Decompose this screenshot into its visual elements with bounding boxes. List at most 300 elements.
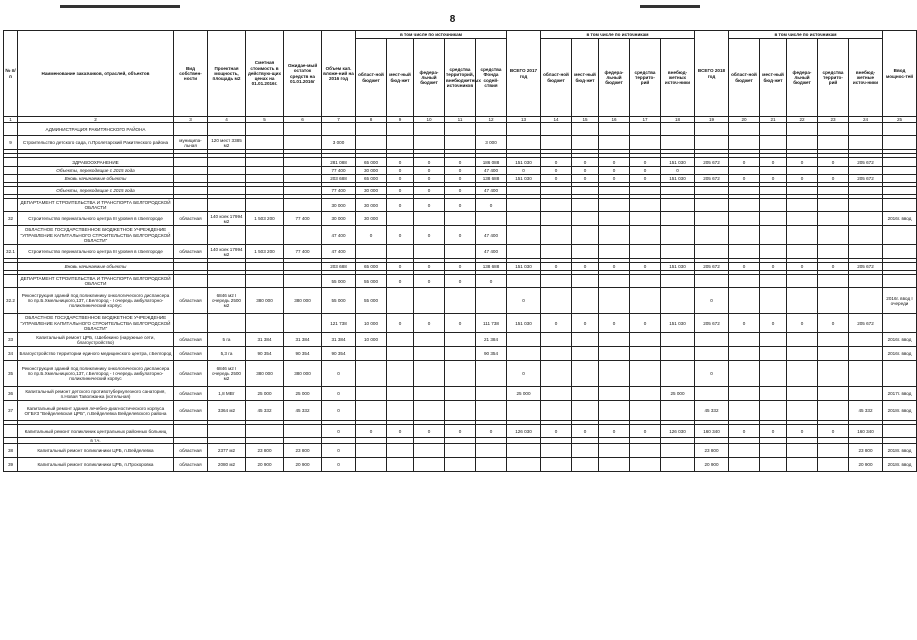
header-remainder: Ожидае-мый остаток средств на 01.01.2016г — [284, 31, 322, 117]
cell-col-13 — [507, 245, 541, 259]
cell-col-11: 0 — [445, 263, 476, 271]
cell-col-1 — [4, 123, 18, 136]
cell-col-13 — [507, 333, 541, 347]
cell-col-13 — [507, 212, 541, 226]
cell-col-21 — [760, 226, 787, 245]
cell-col-25 — [883, 167, 917, 175]
column-number: 7 — [322, 117, 356, 123]
cell-col-2: Объекты, переходящие с 2015 года — [18, 187, 174, 195]
header-group-2018: в том числе по источникам — [729, 31, 883, 39]
cell-col-23 — [818, 333, 849, 347]
cell-col-22: 0 — [787, 175, 818, 183]
cell-col-6 — [284, 275, 322, 288]
cell-col-9: 0 — [387, 158, 414, 167]
cell-col-25: 2016г. ввод — [883, 347, 917, 361]
cell-col-1 — [4, 199, 18, 212]
column-number: 23 — [818, 117, 849, 123]
cell-col-3 — [174, 263, 208, 271]
cell-col-18: 151 030 — [661, 263, 695, 271]
cell-col-5 — [246, 199, 284, 212]
cell-col-11 — [445, 444, 476, 458]
cell-col-4: 5,3 га — [208, 347, 246, 361]
cell-col-22: 0 — [787, 263, 818, 271]
cell-col-21 — [760, 401, 787, 421]
column-number: 8 — [356, 117, 387, 123]
cell-col-14 — [541, 136, 572, 150]
cell-col-21: 0 — [760, 314, 787, 333]
cell-col-11: 0 — [445, 199, 476, 212]
cell-col-4 — [208, 226, 246, 245]
header-2018-local: мест-ный бюд-жет — [760, 39, 787, 117]
cell-col-19 — [695, 212, 729, 226]
cell-col-21 — [760, 123, 787, 136]
header-total-2017: ВСЕГО 2017 год — [507, 31, 541, 117]
cell-col-7: 0 — [322, 444, 356, 458]
cell-col-17 — [630, 187, 661, 195]
cell-col-19: 23 800 — [695, 444, 729, 458]
cell-col-20 — [729, 458, 760, 472]
cell-col-10 — [414, 401, 445, 421]
cell-col-14 — [541, 361, 572, 387]
cell-col-9: 0 — [387, 199, 414, 212]
cell-col-19: 205 672 — [695, 263, 729, 271]
cell-col-22 — [787, 401, 818, 421]
cell-col-1 — [4, 158, 18, 167]
cell-col-22 — [787, 275, 818, 288]
cell-col-14 — [541, 187, 572, 195]
cell-col-19: 20 900 — [695, 458, 729, 472]
cell-col-2: Строительство перинатального центра III уровня в г.Белгороде — [18, 245, 174, 259]
cell-col-11 — [445, 212, 476, 226]
cell-col-12: 111 738 — [476, 314, 507, 333]
cell-col-20 — [729, 136, 760, 150]
cell-col-7: 121 738 — [322, 314, 356, 333]
cell-col-6 — [284, 167, 322, 175]
cell-col-25 — [883, 314, 917, 333]
summary-row — [4, 314, 917, 333]
cell-col-14 — [541, 123, 572, 136]
cell-col-22: 0 — [787, 425, 818, 438]
cell-col-17 — [630, 226, 661, 245]
cell-col-25: 2016г. ввод — [883, 333, 917, 347]
cell-col-23 — [818, 136, 849, 150]
cell-col-1: 33 — [4, 333, 18, 347]
cell-col-24: 205 672 — [849, 314, 883, 333]
cell-col-2: Строительство детского сада, п.Пролетарский Ракитянского района — [18, 136, 174, 150]
cell-col-10: 0 — [414, 226, 445, 245]
header-2016-territory: средства территорий, внебюджетных источников — [445, 39, 476, 117]
cell-col-11 — [445, 288, 476, 314]
cell-col-24 — [849, 187, 883, 195]
cell-col-4 — [208, 167, 246, 175]
cell-col-19: 205 672 — [695, 314, 729, 333]
cell-col-2: Благоустройство территории единого медицинского центра, г.Белгород — [18, 347, 174, 361]
cell-col-8 — [356, 387, 387, 401]
cell-col-9: 0 — [387, 314, 414, 333]
cell-col-24 — [849, 226, 883, 245]
cell-col-13 — [507, 136, 541, 150]
cell-col-16 — [599, 212, 630, 226]
cell-col-19 — [695, 123, 729, 136]
cell-col-17: 0 — [630, 167, 661, 175]
column-number: 11 — [445, 117, 476, 123]
cell-col-18: 151 030 — [661, 314, 695, 333]
cell-col-15 — [572, 199, 599, 212]
cell-col-11 — [445, 387, 476, 401]
header-total-2018: ВСЕГО 2018 год — [695, 31, 729, 117]
cell-col-22 — [787, 212, 818, 226]
cell-col-3 — [174, 158, 208, 167]
cell-col-5: 23 800 — [246, 444, 284, 458]
cell-col-6 — [284, 314, 322, 333]
cell-col-6 — [284, 263, 322, 271]
cell-col-11 — [445, 361, 476, 387]
cell-col-18 — [661, 187, 695, 195]
cell-col-7: 0 — [322, 425, 356, 438]
cell-col-6: 45 332 — [284, 401, 322, 421]
cell-col-19 — [695, 333, 729, 347]
cell-col-14 — [541, 245, 572, 259]
cell-col-25: 2017г. ввод — [883, 387, 917, 401]
cell-col-8: 55 000 — [356, 275, 387, 288]
header-2017-territory: средства террито-рий — [630, 39, 661, 117]
cell-col-17 — [630, 123, 661, 136]
cell-col-24: 20 900 — [849, 458, 883, 472]
investment-table — [3, 30, 917, 472]
cell-col-10 — [414, 387, 445, 401]
cell-col-12: 138 688 — [476, 263, 507, 271]
column-number: 19 — [695, 117, 729, 123]
cell-col-8: 55 000 — [356, 288, 387, 314]
cell-col-12: 47 400 — [476, 226, 507, 245]
cell-col-5 — [246, 136, 284, 150]
header-volume-2016: Объем кап. вложе-ний на 2016 год — [322, 31, 356, 117]
column-number: 1 — [4, 117, 18, 123]
cell-col-5 — [246, 226, 284, 245]
cell-col-17 — [630, 245, 661, 259]
summary-row — [4, 123, 917, 136]
cell-col-16 — [599, 187, 630, 195]
cell-col-15: 0 — [572, 425, 599, 438]
cell-col-19 — [695, 347, 729, 361]
cell-col-5: 380 000 — [246, 361, 284, 387]
cell-col-10 — [414, 361, 445, 387]
cell-col-9 — [387, 136, 414, 150]
cell-col-2: Вновь начинаемые объекты — [18, 175, 174, 183]
cell-col-10 — [414, 212, 445, 226]
cell-col-4: 2080 м2 — [208, 458, 246, 472]
cell-col-13: 151 030 — [507, 158, 541, 167]
cell-col-16 — [599, 226, 630, 245]
cell-col-7: 203 688 — [322, 263, 356, 271]
cell-col-22 — [787, 333, 818, 347]
cell-col-20 — [729, 333, 760, 347]
column-number: 4 — [208, 117, 246, 123]
cell-col-16: 0 — [599, 158, 630, 167]
header-2017-local: мест-ный бюд-жет — [572, 39, 599, 117]
cell-col-21: 0 — [760, 263, 787, 271]
cell-col-18 — [661, 226, 695, 245]
cell-col-3 — [174, 275, 208, 288]
cell-col-3: областная — [174, 444, 208, 458]
cell-col-20: 0 — [729, 158, 760, 167]
cell-col-5 — [246, 263, 284, 271]
column-number: 6 — [284, 117, 322, 123]
summary-row — [4, 275, 917, 288]
header-group-2017: в том числе по источникам — [541, 31, 695, 39]
cell-col-7: 0 — [322, 458, 356, 472]
object-row — [4, 136, 917, 150]
cell-col-1: 9 — [4, 136, 18, 150]
cell-col-23 — [818, 444, 849, 458]
cell-col-24 — [849, 361, 883, 387]
cell-col-19: 160 340 — [695, 425, 729, 438]
cell-col-20: 0 — [729, 425, 760, 438]
cell-col-4 — [208, 175, 246, 183]
cell-col-5: 380 000 — [246, 288, 284, 314]
cell-col-3: областная — [174, 347, 208, 361]
cell-col-21 — [760, 444, 787, 458]
cell-col-19 — [695, 245, 729, 259]
cell-col-10: 0 — [414, 425, 445, 438]
cell-col-14: 0 — [541, 425, 572, 438]
cell-col-11 — [445, 123, 476, 136]
cell-col-18: 0 — [661, 167, 695, 175]
cell-col-14: 0 — [541, 167, 572, 175]
cell-col-9 — [387, 333, 414, 347]
cell-col-11 — [445, 136, 476, 150]
cell-col-4: 1,8 МВт — [208, 387, 246, 401]
cell-col-25 — [883, 175, 917, 183]
cell-col-3 — [174, 167, 208, 175]
cell-col-3: областная — [174, 288, 208, 314]
object-row — [4, 333, 917, 347]
cell-col-2: ЗДРАВООХРАНЕНИЕ — [18, 158, 174, 167]
header-ownership: Вид собствен-ности — [174, 31, 208, 117]
cell-col-3 — [174, 187, 208, 195]
cell-col-8 — [356, 401, 387, 421]
cell-col-8 — [356, 245, 387, 259]
cell-col-9: 0 — [387, 187, 414, 195]
cell-col-12: 21 384 — [476, 333, 507, 347]
cell-col-9 — [387, 401, 414, 421]
cell-col-9: 0 — [387, 167, 414, 175]
cell-col-25 — [883, 199, 917, 212]
cell-col-11: 0 — [445, 275, 476, 288]
cell-col-18 — [661, 199, 695, 212]
cell-col-6 — [284, 136, 322, 150]
cell-col-20 — [729, 167, 760, 175]
cell-col-11: 0 — [445, 175, 476, 183]
object-row — [4, 387, 917, 401]
cell-col-21 — [760, 245, 787, 259]
column-number: 10 — [414, 117, 445, 123]
cell-col-22 — [787, 167, 818, 175]
cell-col-22 — [787, 387, 818, 401]
header-2016-local: мест-ный бюд-жет — [387, 39, 414, 117]
cell-col-2: Реконструкция зданий под поликлинику онкологического диспансера по пр.Б.Хмельницкого,137, г.Белгород - I очередь амбулаторно-поликлинический корпус — [18, 288, 174, 314]
cell-col-23 — [818, 245, 849, 259]
cell-col-7: 3 000 — [322, 136, 356, 150]
cell-col-18 — [661, 212, 695, 226]
cell-col-1: 32.1 — [4, 245, 18, 259]
cell-col-25: 2018г. ввод — [883, 458, 917, 472]
cell-col-20 — [729, 187, 760, 195]
cell-col-22 — [787, 288, 818, 314]
cell-col-13: 0 — [507, 167, 541, 175]
cell-col-9 — [387, 387, 414, 401]
cell-col-15: 0 — [572, 263, 599, 271]
summary-row — [4, 158, 917, 167]
cell-col-17 — [630, 458, 661, 472]
cell-col-5 — [246, 175, 284, 183]
cell-col-12 — [476, 401, 507, 421]
summary-row — [4, 226, 917, 245]
cell-col-21 — [760, 136, 787, 150]
cell-col-7: 47 400 — [322, 226, 356, 245]
cell-col-23 — [818, 275, 849, 288]
cell-col-1 — [4, 263, 18, 271]
cell-col-3 — [174, 425, 208, 438]
cell-col-17 — [630, 136, 661, 150]
cell-col-6 — [284, 226, 322, 245]
cell-col-8: 30 000 — [356, 199, 387, 212]
cell-col-21 — [760, 288, 787, 314]
summary-row — [4, 167, 917, 175]
cell-col-24 — [849, 212, 883, 226]
cell-col-9: 0 — [387, 226, 414, 245]
cell-col-16 — [599, 245, 630, 259]
cell-col-4 — [208, 263, 246, 271]
cell-col-16 — [599, 136, 630, 150]
cell-col-20 — [729, 387, 760, 401]
cell-col-24 — [849, 387, 883, 401]
cell-col-16 — [599, 347, 630, 361]
cell-col-10 — [414, 123, 445, 136]
cell-col-8: 65 000 — [356, 263, 387, 271]
cell-col-1 — [4, 167, 18, 175]
cell-col-21 — [760, 212, 787, 226]
cell-col-5: 90 354 — [246, 347, 284, 361]
cell-col-5 — [246, 123, 284, 136]
cell-col-19 — [695, 226, 729, 245]
cell-col-18 — [661, 245, 695, 259]
cell-col-3: областная — [174, 401, 208, 421]
cell-col-19 — [695, 136, 729, 150]
cell-col-14 — [541, 333, 572, 347]
cell-col-7: 30 000 — [322, 212, 356, 226]
cell-col-7: 77 400 — [322, 167, 356, 175]
cell-col-8 — [356, 123, 387, 136]
cell-col-19: 45 332 — [695, 401, 729, 421]
column-number: 13 — [507, 117, 541, 123]
cell-col-23 — [818, 212, 849, 226]
cell-col-18 — [661, 458, 695, 472]
cell-col-25 — [883, 275, 917, 288]
cell-col-6 — [284, 199, 322, 212]
header-2016-federal: федера-льный бюджет — [414, 39, 445, 117]
cell-col-15 — [572, 444, 599, 458]
cell-col-24 — [849, 199, 883, 212]
cell-col-14 — [541, 387, 572, 401]
cell-col-2: Строительство перинатального центра III уровня в г.Белгороде — [18, 212, 174, 226]
cell-col-25: 2018г. ввод — [883, 444, 917, 458]
cell-col-16 — [599, 361, 630, 387]
cell-col-25: 2016г. ввод — [883, 212, 917, 226]
cell-col-4 — [208, 275, 246, 288]
cell-col-2: Капитальный ремонт ЦРБ, г.Шебекино (наружные сети, благоустройство) — [18, 333, 174, 347]
cell-col-2: ДЕПАРТАМЕНТ СТРОИТЕЛЬСТВА И ТРАНСПОРТА БЕЛГОРОДСКОЙ ОБЛАСТИ — [18, 199, 174, 212]
cell-col-18 — [661, 333, 695, 347]
cell-col-5: 31 384 — [246, 333, 284, 347]
cell-col-10: 0 — [414, 314, 445, 333]
cell-col-2: ДЕПАРТАМЕНТ СТРОИТЕЛЬСТВА И ТРАНСПОРТА БЕЛГОРОДСКОЙ ОБЛАСТИ — [18, 275, 174, 288]
cell-col-4: 6846 м2 I очередь 2500 м2 — [208, 288, 246, 314]
cell-col-4 — [208, 123, 246, 136]
cell-col-6: 25 000 — [284, 387, 322, 401]
cell-col-9: 0 — [387, 263, 414, 271]
cell-col-5: 45 332 — [246, 401, 284, 421]
cell-col-7: 281 088 — [322, 158, 356, 167]
cell-col-23 — [818, 123, 849, 136]
cell-col-10 — [414, 333, 445, 347]
cell-col-21 — [760, 387, 787, 401]
cell-col-23 — [818, 226, 849, 245]
cell-col-14 — [541, 458, 572, 472]
cell-col-23: 0 — [818, 158, 849, 167]
cell-col-18: 126 030 — [661, 425, 695, 438]
cell-col-21 — [760, 275, 787, 288]
cell-col-12: 0 — [476, 199, 507, 212]
cell-col-1: 32 — [4, 212, 18, 226]
scan-edge-mark — [640, 5, 700, 8]
cell-col-21 — [760, 347, 787, 361]
cell-col-8: 10 000 — [356, 314, 387, 333]
cell-col-14 — [541, 212, 572, 226]
cell-col-21: 0 — [760, 175, 787, 183]
cell-col-19: 0 — [695, 288, 729, 314]
cell-col-5: 20 900 — [246, 458, 284, 472]
cell-col-12: 3 000 — [476, 136, 507, 150]
cell-col-22 — [787, 361, 818, 387]
cell-col-14: 0 — [541, 158, 572, 167]
cell-col-25 — [883, 136, 917, 150]
cell-col-8: 30 000 — [356, 167, 387, 175]
cell-col-5 — [246, 158, 284, 167]
cell-col-23: 0 — [818, 263, 849, 271]
cell-col-8: 10 000 — [356, 333, 387, 347]
cell-col-4 — [208, 199, 246, 212]
cell-col-16 — [599, 123, 630, 136]
cell-col-8: 65 000 — [356, 158, 387, 167]
cell-col-20: 0 — [729, 314, 760, 333]
cell-col-2: Реконструкция зданий под поликлинику онкологического диспансера по пр.Б.Хмельницкого,137, г.Белгород - I очередь амбулаторно-поликлинический корпус — [18, 361, 174, 387]
header-cost: Сметная стоимость в действую-щих ценах на 01.01.2016г. — [246, 31, 284, 117]
cell-col-22 — [787, 444, 818, 458]
page-number: 8 — [449, 14, 456, 25]
cell-col-16 — [599, 288, 630, 314]
cell-col-15: 0 — [572, 175, 599, 183]
cell-col-19 — [695, 387, 729, 401]
cell-col-12 — [476, 458, 507, 472]
cell-col-20 — [729, 401, 760, 421]
cell-col-3: областная — [174, 458, 208, 472]
cell-col-1 — [4, 275, 18, 288]
cell-col-18 — [661, 123, 695, 136]
column-number: 24 — [849, 117, 883, 123]
cell-col-23 — [818, 199, 849, 212]
cell-col-8: 0 — [356, 226, 387, 245]
